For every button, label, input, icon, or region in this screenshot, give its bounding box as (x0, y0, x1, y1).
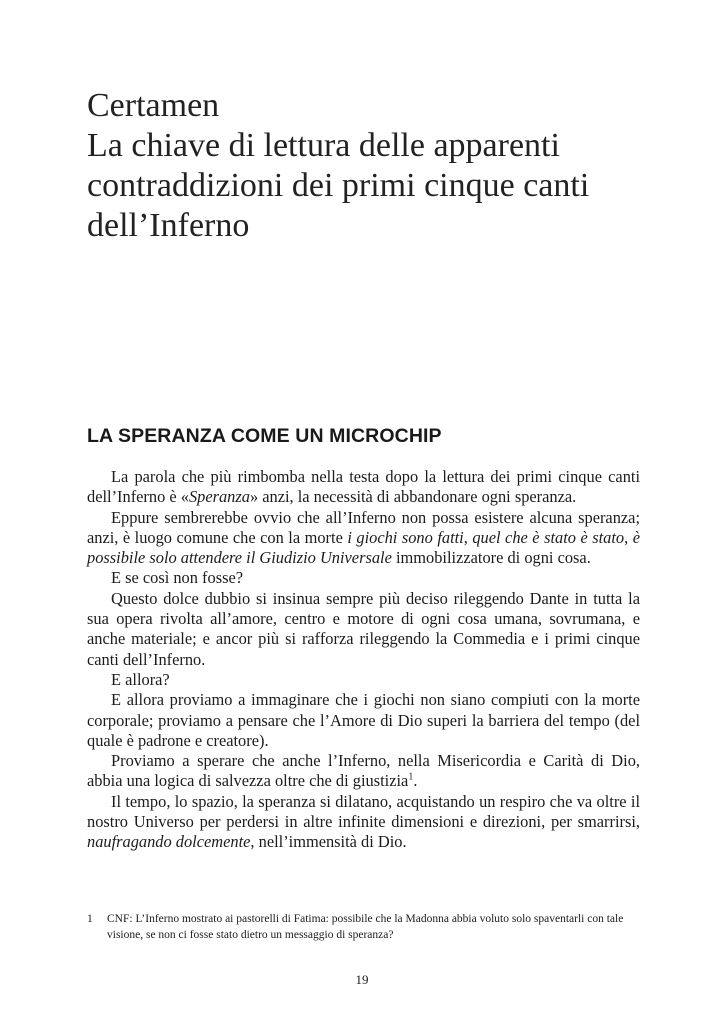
paragraph (87, 792, 640, 853)
title-line: La chiave di lettura delle apparenti (87, 127, 560, 164)
paragraph (87, 467, 640, 508)
paragraph (87, 508, 640, 569)
italic-run: naufragando dolcemente (87, 832, 251, 852)
text-run: Proviamo a sperare che anche l’Inferno, nella Misericordia e Carità di Dio, abbia una logica di salvezza oltre che di giustizia (87, 751, 640, 791)
text-run: immobilizzatore di ogni cosa. (391, 548, 591, 568)
text-run: , (624, 527, 633, 547)
section-heading: LA SPERANZA COME UN MICROCHIP (87, 425, 442, 447)
text-run: Il tempo, lo spazio, la speranza si dilatano, acquistando un respiro che va oltre il nostro Universo per perdersi in altre infinite dimensioni e direzioni, per smarrirsi, (87, 791, 640, 832)
chapter-title (87, 86, 687, 246)
text-run: » anzi, la necessità di abbandonare ogni speranza. (249, 487, 577, 507)
text-run: La parola che più rimbomba nella testa dopo la lettura dei primi cinque canti dell’Inferno è « (87, 467, 640, 507)
page-number: 19 (355, 972, 369, 987)
paragraph: E se così non fosse? (111, 568, 244, 588)
body-text (87, 467, 640, 853)
text-run: Eppure sembrerebbe ovvio che all’Inferno non possa esistere alcuna speranza; anzi, è luogo comune che con la morte (87, 507, 640, 547)
footnote-text: CNF: L’Inferno mostrato ai pastorelli di Fatima: possibile che la Madonna abbia voluto solo spaventarli con tale visione, se non ci fosse stato dietro un messaggio di speranza? (107, 913, 624, 941)
italic-run: è possibile solo attendere il Giudizio Universale (87, 527, 640, 568)
paragraph (87, 751, 640, 792)
footnote-number: 1 (87, 913, 93, 925)
title-line: Certamen (87, 87, 220, 124)
italic-run: Speranza (188, 487, 250, 507)
text-run: , nell’immensità di Dio. (250, 832, 407, 852)
paragraph: Questo dolce dubbio si insinua sempre più deciso rileggendo Dante in tutta la sua opera rivolta all’amore, centro e motore di ogni cosa umana, sovrumana, e anche materiale; e ancor più si rafforza rileggendo la Commedia e i primi cinque canti dell’Inferno. (87, 588, 640, 669)
paragraph: E allora proviamo a immaginare che i giochi non siano compiuti con la morte corporale; proviamo a pensare che l’Amore di Dio superi la barriera del tempo (del quale è padrone e creatore). (87, 690, 640, 750)
text-run: , (463, 527, 473, 547)
footnote-ref: 1 (408, 771, 414, 783)
title-line: dell’Inferno (87, 207, 250, 244)
footnote (87, 911, 640, 943)
paragraph: E allora? (111, 669, 170, 689)
title-line: contraddizioni dei primi cinque canti (87, 167, 590, 204)
text-run: . (413, 771, 418, 791)
italic-run: quel che è stato è stato (472, 527, 625, 547)
italic-run: i giochi sono fatti (347, 527, 464, 547)
